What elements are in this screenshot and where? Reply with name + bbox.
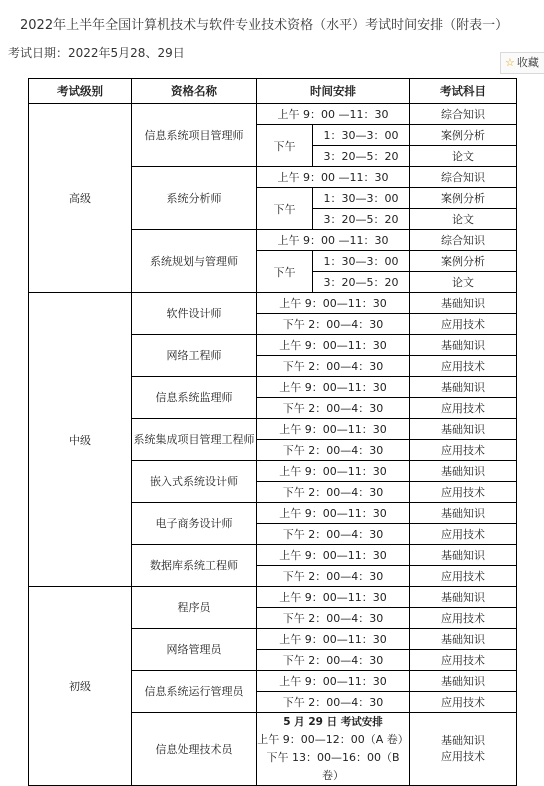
level-cell: 中级 <box>29 293 132 587</box>
subject-cell: 基础知识 <box>410 461 517 482</box>
subject-cell: 应用技术 <box>410 314 517 335</box>
time-cell: 下午 2：00—4：30 <box>257 314 410 335</box>
qualification-cell: 网络工程师 <box>132 335 257 377</box>
time-cell: 上午 9：00—11：30 <box>257 461 410 482</box>
subject-cell: 基础知识 <box>410 335 517 356</box>
subject-cell: 应用技术 <box>410 566 517 587</box>
header-schedule: 时间安排 <box>257 79 410 104</box>
time-cell: 上午 9：00—11：30 <box>257 419 410 440</box>
time-cell <box>257 713 410 786</box>
qualification-cell: 系统集成项目管理工程师 <box>132 419 257 461</box>
table-row <box>29 587 517 608</box>
time-cell: 上午 9：00 —11：30 <box>257 230 410 251</box>
subject-cell: 基础知识 <box>410 671 517 692</box>
time-cell: 下午 2：00—4：30 <box>257 524 410 545</box>
subject-cell: 基础知识 <box>410 293 517 314</box>
subject-cell: 应用技术 <box>410 692 517 713</box>
subject-cell: 应用技术 <box>410 440 517 461</box>
time-cell: 上午 9：00—11：30 <box>257 587 410 608</box>
subject-basic: 基础知识 <box>441 734 485 747</box>
time-cell: 下午 <box>257 251 313 293</box>
special-afternoon: 下午 13：00—16：00（B 卷） <box>266 751 400 782</box>
subject-cell: 应用技术 <box>410 356 517 377</box>
subject-cell: 基础知识 <box>410 629 517 650</box>
level-cell: 初级 <box>29 587 132 786</box>
qualification-cell: 系统规划与管理师 <box>132 230 257 293</box>
subject-cell: 综合知识 <box>410 230 517 251</box>
time-cell: 下午 <box>257 188 313 230</box>
time-cell: 上午 9：00—11：30 <box>257 545 410 566</box>
subject-cell: 应用技术 <box>410 650 517 671</box>
time-cell: 1：30—3：00 <box>313 125 410 146</box>
subject-cell: 论文 <box>410 146 517 167</box>
subject-cell: 应用技术 <box>410 482 517 503</box>
time-cell: 下午 2：00—4：30 <box>257 482 410 503</box>
qualification-cell: 数据库系统工程师 <box>132 545 257 587</box>
header-qualification: 资格名称 <box>132 79 257 104</box>
subject-cell: 基础知识 <box>410 503 517 524</box>
time-cell: 上午 9：00—11：30 <box>257 293 410 314</box>
time-cell: 上午 9：00—11：30 <box>257 335 410 356</box>
subject-cell: 案例分析 <box>410 251 517 272</box>
time-cell: 上午 9：00 —11：30 <box>257 104 410 125</box>
subject-cell: 综合知识 <box>410 167 517 188</box>
header-row <box>29 79 517 104</box>
subject-cell: 案例分析 <box>410 125 517 146</box>
favorite-button[interactable] <box>500 52 544 74</box>
time-cell: 1：30—3：00 <box>313 251 410 272</box>
qualification-cell: 信息系统项目管理师 <box>132 104 257 167</box>
time-cell: 上午 9：00—11：30 <box>257 377 410 398</box>
time-cell: 下午 <box>257 125 313 167</box>
subject-cell: 论文 <box>410 272 517 293</box>
time-cell: 下午 2：00—4：30 <box>257 566 410 587</box>
time-cell: 3：20—5：20 <box>313 209 410 230</box>
qualification-cell: 信息系统监理师 <box>132 377 257 419</box>
qualification-cell: 嵌入式系统设计师 <box>132 461 257 503</box>
subject-cell: 论文 <box>410 209 517 230</box>
header-subject: 考试科目 <box>410 79 517 104</box>
subject-cell: 基础知识 <box>410 587 517 608</box>
time-cell: 下午 2：00—4：30 <box>257 356 410 377</box>
qualification-cell: 网络管理员 <box>132 629 257 671</box>
qualification-cell: 软件设计师 <box>132 293 257 335</box>
time-cell: 上午 9：00 —11：30 <box>257 167 410 188</box>
star-icon: ☆ <box>505 56 515 69</box>
favorite-label: 收藏 <box>516 56 539 69</box>
time-cell: 上午 9：00—11：30 <box>257 671 410 692</box>
time-cell: 下午 2：00—4：30 <box>257 608 410 629</box>
time-cell: 1：30—3：00 <box>313 188 410 209</box>
subject-cell: 案例分析 <box>410 188 517 209</box>
subject-cell: 基础知识 <box>410 545 517 566</box>
table-row <box>29 104 517 125</box>
time-cell: 下午 2：00—4：30 <box>257 692 410 713</box>
qualification-cell: 信息系统运行管理员 <box>132 671 257 713</box>
qualification-cell: 程序员 <box>132 587 257 629</box>
time-cell: 上午 9：00—11：30 <box>257 503 410 524</box>
subject-cell: 基础知识 <box>410 419 517 440</box>
time-cell: 下午 2：00—4：30 <box>257 398 410 419</box>
subject-cell: 基础知识 <box>410 377 517 398</box>
qualification-cell: 系统分析师 <box>132 167 257 230</box>
time-cell: 3：20—5：20 <box>313 146 410 167</box>
page-title: 2022年上半年全国计算机技术与软件专业技术资格（水平）考试时间安排（附表一） <box>20 18 509 33</box>
header-level: 考试级别 <box>29 79 132 104</box>
subject-applied: 应用技术 <box>441 750 485 763</box>
exam-date: 考试日期：2022年5月28、29日 <box>8 46 185 60</box>
time-cell: 下午 2：00—4：30 <box>257 650 410 671</box>
subject-cell: 应用技术 <box>410 398 517 419</box>
table-row <box>29 293 517 314</box>
schedule-table <box>28 78 517 786</box>
subject-cell: 应用技术 <box>410 524 517 545</box>
subject-cell: 综合知识 <box>410 104 517 125</box>
qualification-cell: 电子商务设计师 <box>132 503 257 545</box>
time-cell: 3：20—5：20 <box>313 272 410 293</box>
time-cell: 下午 2：00—4：30 <box>257 440 410 461</box>
qualification-cell: 信息处理技术员 <box>132 713 257 786</box>
special-morning: 上午 9：00—12：00（A 卷） <box>257 733 409 746</box>
level-cell: 高级 <box>29 104 132 293</box>
time-cell: 上午 9：00—11：30 <box>257 629 410 650</box>
subject-cell <box>410 713 517 786</box>
subject-cell: 应用技术 <box>410 608 517 629</box>
special-schedule-heading: 5 月 29 日 考试安排 <box>283 716 383 728</box>
